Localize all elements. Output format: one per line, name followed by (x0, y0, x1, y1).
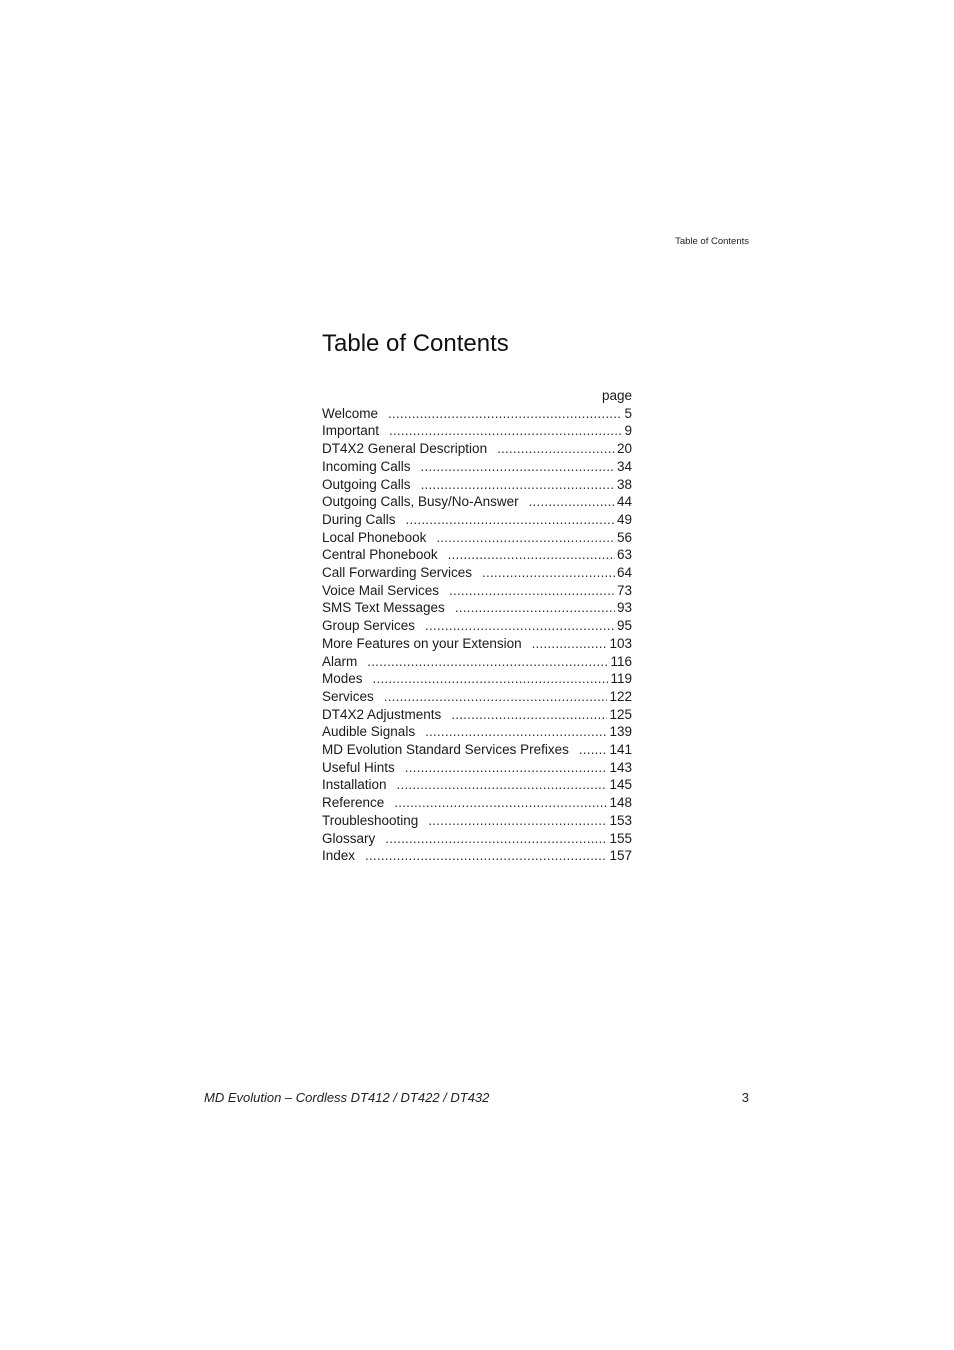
toc-entry[interactable] (322, 599, 632, 617)
toc-entry-page-number: 141 (609, 742, 632, 758)
toc-entry-label: Useful Hints (322, 759, 395, 775)
toc-entry[interactable] (322, 847, 632, 865)
toc-entry-page-number: 5 (624, 405, 632, 421)
toc-entry-label: During Calls (322, 511, 396, 527)
toc-dot-leader (425, 617, 615, 635)
toc-entry-page-number: 119 (610, 671, 632, 687)
toc-dot-leader (394, 794, 607, 812)
toc-entry-label: More Features on your Extension (322, 635, 522, 651)
toc-entry-label: Welcome (322, 405, 379, 421)
toc-entry[interactable] (322, 546, 632, 564)
toc-dot-leader (397, 776, 608, 794)
toc-entry-page-number: 34 (616, 458, 632, 474)
table-of-contents (322, 387, 632, 865)
toc-entry-page-number: 155 (609, 830, 632, 846)
toc-entry-page-number: 44 (616, 494, 632, 510)
toc-dot-leader (365, 847, 607, 865)
toc-entry[interactable] (322, 422, 632, 440)
toc-entry-label: Group Services (322, 618, 416, 634)
toc-entry-label: Reference (322, 795, 385, 811)
toc-entry-label: Installation (322, 777, 387, 793)
toc-entry[interactable] (322, 830, 632, 848)
toc-entry-label: Outgoing Calls, Busy/No-Answer (322, 494, 519, 510)
footer-document-title: MD Evolution – Cordless DT412 / DT422 / DT432 (204, 1090, 490, 1105)
toc-dot-leader (373, 670, 609, 688)
toc-entry[interactable] (322, 617, 632, 635)
toc-entry[interactable] (322, 511, 632, 529)
toc-entry-label: Audible Signals (322, 724, 416, 740)
toc-page-column-heading: page (601, 388, 632, 403)
toc-entry-page-number: 157 (609, 848, 632, 864)
toc-entry[interactable] (322, 794, 632, 812)
toc-entry-page-number: 145 (609, 777, 632, 793)
toc-entry-page-number: 9 (624, 423, 632, 439)
toc-entry-label: Local Phonebook (322, 529, 427, 545)
toc-entry[interactable] (322, 741, 632, 759)
toc-dot-leader (406, 511, 615, 529)
toc-entry-label: Voice Mail Services (322, 582, 440, 598)
toc-entry-page-number: 95 (616, 618, 632, 634)
toc-entry-page-number: 38 (616, 476, 632, 492)
toc-dot-leader (388, 405, 622, 423)
toc-entry-label: Services (322, 688, 374, 704)
toc-dot-leader (449, 582, 615, 600)
toc-entry-label: Central Phonebook (322, 547, 438, 563)
toc-entry[interactable] (322, 759, 632, 777)
toc-entry[interactable] (322, 476, 632, 494)
toc-dot-leader (532, 635, 608, 653)
toc-dot-leader (451, 706, 607, 724)
toc-entry[interactable] (322, 582, 632, 600)
toc-entry-page-number: 63 (616, 547, 632, 563)
toc-entry[interactable] (322, 529, 632, 547)
toc-entry-label: Important (322, 423, 380, 439)
toc-entry-page-number: 93 (616, 600, 632, 616)
toc-entry[interactable] (322, 635, 632, 653)
toc-entry-page-number: 49 (616, 511, 632, 527)
toc-entry-label: Alarm (322, 653, 358, 669)
toc-entry[interactable] (322, 564, 632, 582)
toc-entry[interactable] (322, 458, 632, 476)
toc-entry-page-number: 125 (609, 706, 632, 722)
toc-entry-page-number: 103 (609, 635, 632, 651)
toc-entry-label: SMS Text Messages (322, 600, 445, 616)
toc-dot-leader (497, 440, 615, 458)
toc-entry-label: DT4X2 General Description (322, 441, 488, 457)
toc-entry-page-number: 73 (616, 582, 632, 598)
toc-entry-page-number: 139 (609, 724, 632, 740)
toc-dot-leader (421, 476, 615, 494)
toc-dot-leader (385, 830, 607, 848)
toc-entry-label: Call Forwarding Services (322, 565, 473, 581)
toc-entry[interactable] (322, 706, 632, 724)
toc-dot-leader (455, 599, 615, 617)
toc-entry-list (322, 405, 632, 865)
toc-entry-page-number: 143 (609, 759, 632, 775)
toc-entry-page-number: 20 (616, 441, 632, 457)
toc-entry[interactable] (322, 653, 632, 671)
toc-entry[interactable] (322, 688, 632, 706)
toc-entry[interactable] (322, 405, 632, 423)
toc-dot-leader (436, 529, 615, 547)
toc-dot-leader (421, 458, 615, 476)
toc-entry[interactable] (322, 723, 632, 741)
toc-dot-leader (482, 564, 615, 582)
toc-entry-label: DT4X2 Adjustments (322, 706, 442, 722)
toc-dot-leader (529, 493, 615, 511)
toc-dot-leader (367, 653, 608, 671)
toc-entry[interactable] (322, 812, 632, 830)
toc-entry-label: Troubleshooting (322, 812, 419, 828)
toc-entry-label: Incoming Calls (322, 458, 411, 474)
toc-dot-leader (425, 723, 607, 741)
toc-entry-page-number: 64 (616, 565, 632, 581)
toc-entry-label: Glossary (322, 830, 376, 846)
toc-entry-page-number: 148 (609, 795, 632, 811)
toc-entry[interactable] (322, 670, 632, 688)
toc-dot-leader (389, 422, 622, 440)
page-title: Table of Contents (322, 330, 509, 357)
toc-entry-page-number: 116 (610, 653, 632, 669)
toc-entry-label: Outgoing Calls (322, 476, 411, 492)
toc-dot-leader (428, 812, 607, 830)
toc-dot-leader (384, 688, 608, 706)
toc-dot-leader (405, 759, 608, 777)
toc-entry-label: MD Evolution Standard Services Prefixes (322, 742, 569, 758)
toc-entry[interactable] (322, 493, 632, 511)
toc-entry-page-number: 56 (616, 529, 632, 545)
toc-entry[interactable] (322, 440, 632, 458)
running-header: Table of Contents (675, 236, 749, 247)
toc-entry-page-number: 122 (609, 688, 632, 704)
footer-page-number: 3 (741, 1090, 749, 1105)
toc-entry-page-number: 153 (609, 812, 632, 828)
toc-entry-label: Index (322, 848, 356, 864)
toc-entry-label: Modes (322, 671, 363, 687)
toc-dot-leader (448, 546, 615, 564)
toc-entry[interactable] (322, 776, 632, 794)
toc-dot-leader (579, 741, 608, 759)
